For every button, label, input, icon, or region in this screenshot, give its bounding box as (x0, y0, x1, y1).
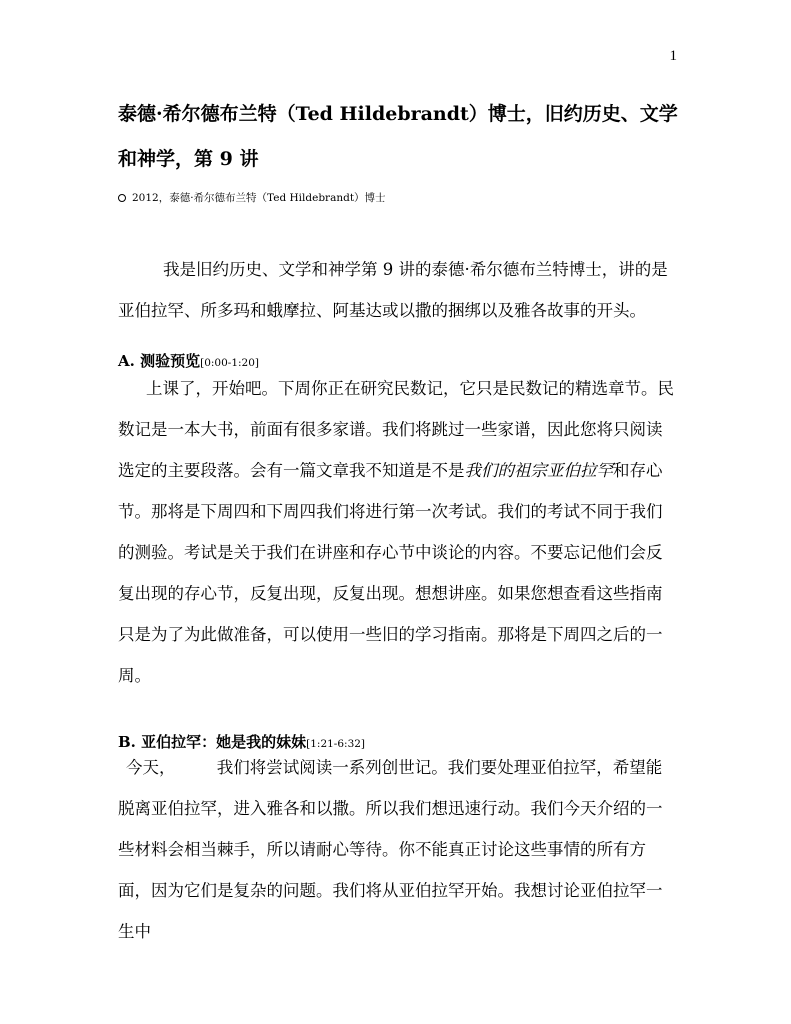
intro-paragraph: 我是旧约历史、文学和神学第 9 讲的泰德·希尔德布兰特博士，讲的是亚伯拉罕、所多玛和蛾摩拉、阿基达或以撒的捆绑以及雅各故事的开头。 (118, 260, 668, 320)
copyright-text: 2012，泰德·希尔德布兰特（Ted Hildebrandt）博士 (132, 192, 386, 204)
section-a-text-part1: 上课了，开始吧。下周你正在研究民数记，它只是民数记的精选章节。民数记是一本大书，前面有很多家谱。我们将跳过一些家谱，因此您将只阅读选定的主要段落。会有一篇文章我不知道是不是 (118, 379, 674, 480)
section-b-timestamp: [1:21-6:32] (306, 738, 366, 750)
copyright-icon (118, 194, 126, 202)
page-number: 1 (669, 48, 677, 64)
section-a-text-italic: 我们的祖宗亚伯拉罕 (464, 461, 613, 480)
section-b-title: B. 亚伯拉罕：她是我的妹妹 (118, 733, 307, 751)
section-a-text-part2: 和存心节。那将是下周四和下周四我们将进行第一次考试。我们的考试不同于我们的测验。考试是关于我们在讲座和存心节中谈论的内容。不要忘记他们会反复出现的存心节，反复出现，反复出现。想想讲座。如果您想查看这些指南只是为了为此做准备，可以使用一些旧的学习指南。那将是下周四之后的一周。 (118, 461, 663, 685)
section-a-title: A. 测验预览 (118, 352, 201, 370)
copyright-line (118, 190, 386, 205)
section-a-paragraph (118, 368, 678, 696)
document-title: 泰德·希尔德布兰特（Ted Hildebrandt）博士，旧约历史、文学和神学，第 9 讲 (118, 103, 678, 170)
section-b-paragraph: 今天， 我们将尝试阅读一系列创世记。我们要处理亚伯拉罕，希望能脱离亚伯拉罕，进入雅各和以撒。所以我们想迅速行动。我们今天介绍的一些材料会相当棘手，所以请耐心等待。你不能真正讨论这些事情的所有方面，因为它们是复杂的问题。我们将从亚伯拉罕开始。我想讨论亚伯拉罕一生中 (118, 758, 663, 941)
section-a-timestamp: [0:00-1:20] (200, 357, 259, 369)
